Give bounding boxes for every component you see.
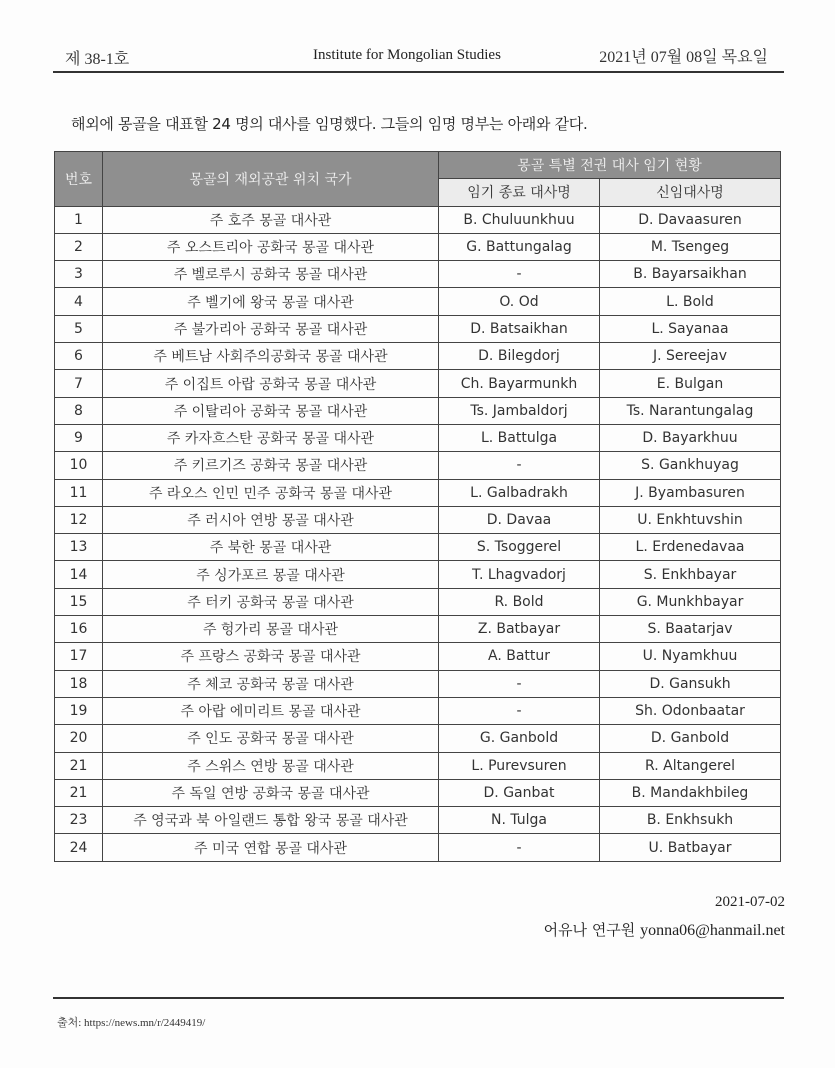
cell-outgoing: R. Bold xyxy=(439,588,600,615)
table-row xyxy=(55,315,781,342)
intro-paragraph: 해외에 몽골을 대표할 24 명의 대사를 임명했다. 그들의 임명 명부는 아래와 같다. xyxy=(71,115,588,133)
cell-location: 주 체코 공화국 몽골 대사관 xyxy=(103,670,439,697)
col-header-location: 몽골의 재외공관 위치 국가 xyxy=(103,152,439,207)
cell-outgoing: D. Ganbat xyxy=(439,779,600,806)
cell-number: 18 xyxy=(55,670,103,697)
cell-incoming: S. Baatarjav xyxy=(600,616,781,643)
table-row xyxy=(55,233,781,260)
cell-number: 14 xyxy=(55,561,103,588)
cell-incoming: B. Enkhsukh xyxy=(600,807,781,834)
table-row xyxy=(55,343,781,370)
cell-incoming: S. Enkhbayar xyxy=(600,561,781,588)
cell-incoming: Sh. Odonbaatar xyxy=(600,697,781,724)
cell-outgoing: - xyxy=(439,670,600,697)
cell-number: 1 xyxy=(55,206,103,233)
table-row xyxy=(55,370,781,397)
table-row xyxy=(55,697,781,724)
cell-number: 11 xyxy=(55,479,103,506)
cell-number: 5 xyxy=(55,315,103,342)
cell-location: 주 영국과 북 아일랜드 통합 왕국 몽골 대사관 xyxy=(103,807,439,834)
table-row xyxy=(55,588,781,615)
cell-location: 주 이집트 아랍 공화국 몽골 대사관 xyxy=(103,370,439,397)
col-header-outgoing: 임기 종료 대사명 xyxy=(439,179,600,206)
cell-number: 8 xyxy=(55,397,103,424)
cell-location: 주 스위스 연방 몽골 대사관 xyxy=(103,752,439,779)
table-row xyxy=(55,261,781,288)
cell-location: 주 싱가포르 몽골 대사관 xyxy=(103,561,439,588)
ambassador-table xyxy=(54,151,781,862)
table-row xyxy=(55,397,781,424)
table-row xyxy=(55,479,781,506)
cell-location: 주 키르기즈 공화국 몽골 대사관 xyxy=(103,452,439,479)
cell-number: 9 xyxy=(55,424,103,451)
cell-location: 주 카자흐스탄 공화국 몽골 대사관 xyxy=(103,424,439,451)
cell-outgoing: B. Chuluunkhuu xyxy=(439,206,600,233)
col-header-term-status: 몽골 특별 전권 대사 임기 현황 xyxy=(439,152,781,179)
cell-number: 7 xyxy=(55,370,103,397)
cell-number: 23 xyxy=(55,807,103,834)
cell-outgoing: L. Purevsuren xyxy=(439,752,600,779)
signature-date: 2021-07-02 xyxy=(715,894,785,910)
footer-divider xyxy=(53,997,784,999)
cell-incoming: S. Gankhuyag xyxy=(600,452,781,479)
cell-number: 19 xyxy=(55,697,103,724)
table-row xyxy=(55,506,781,533)
table-row xyxy=(55,288,781,315)
cell-incoming: D. Davaasuren xyxy=(600,206,781,233)
table-row xyxy=(55,670,781,697)
cell-outgoing: L. Galbadrakh xyxy=(439,479,600,506)
cell-incoming: E. Bulgan xyxy=(600,370,781,397)
table-body xyxy=(55,206,781,861)
cell-location: 주 불가리아 공화국 몽골 대사관 xyxy=(103,315,439,342)
cell-incoming: L. Bold xyxy=(600,288,781,315)
cell-location: 주 미국 연합 몽골 대사관 xyxy=(103,834,439,861)
cell-outgoing: - xyxy=(439,697,600,724)
cell-number: 2 xyxy=(55,233,103,260)
cell-incoming: U. Enkhtuvshin xyxy=(600,506,781,533)
author-email: yonna06@hanmail.net xyxy=(640,922,785,939)
cell-incoming: B. Bayarsaikhan xyxy=(600,261,781,288)
cell-incoming: M. Tsengeg xyxy=(600,233,781,260)
table-row xyxy=(55,779,781,806)
cell-location: 주 벨기에 왕국 몽골 대사관 xyxy=(103,288,439,315)
cell-outgoing: G. Ganbold xyxy=(439,725,600,752)
table-row xyxy=(55,807,781,834)
cell-location: 주 독일 연방 공화국 몽골 대사관 xyxy=(103,779,439,806)
page-header xyxy=(53,40,784,72)
cell-outgoing: - xyxy=(439,261,600,288)
cell-incoming: R. Altangerel xyxy=(600,752,781,779)
cell-number: 4 xyxy=(55,288,103,315)
cell-number: 21 xyxy=(55,752,103,779)
cell-number: 15 xyxy=(55,588,103,615)
table-row xyxy=(55,643,781,670)
cell-location: 주 인도 공화국 몽골 대사관 xyxy=(103,725,439,752)
cell-location: 주 베트남 사회주의공화국 몽골 대사관 xyxy=(103,343,439,370)
cell-outgoing: - xyxy=(439,452,600,479)
cell-location: 주 터키 공화국 몽골 대사관 xyxy=(103,588,439,615)
cell-number: 3 xyxy=(55,261,103,288)
author-name: 어유나 연구원 xyxy=(543,921,636,939)
cell-outgoing: G. Battungalag xyxy=(439,233,600,260)
cell-location: 주 북한 몽골 대사관 xyxy=(103,534,439,561)
cell-outgoing: S. Tsoggerel xyxy=(439,534,600,561)
cell-number: 6 xyxy=(55,343,103,370)
cell-outgoing: D. Davaa xyxy=(439,506,600,533)
col-header-incoming: 신임대사명 xyxy=(600,179,781,206)
cell-outgoing: L. Battulga xyxy=(439,424,600,451)
table-row xyxy=(55,424,781,451)
table-row xyxy=(55,534,781,561)
table-row xyxy=(55,561,781,588)
cell-location: 주 오스트리아 공화국 몽골 대사관 xyxy=(103,233,439,260)
cell-incoming: D. Gansukh xyxy=(600,670,781,697)
cell-incoming: J. Byambasuren xyxy=(600,479,781,506)
cell-location: 주 이탈리아 공화국 몽골 대사관 xyxy=(103,397,439,424)
cell-number: 12 xyxy=(55,506,103,533)
cell-incoming: B. Mandakhbileg xyxy=(600,779,781,806)
cell-number: 10 xyxy=(55,452,103,479)
cell-location: 주 러시아 연방 몽골 대사관 xyxy=(103,506,439,533)
table-row xyxy=(55,452,781,479)
cell-incoming: L. Sayanaa xyxy=(600,315,781,342)
col-header-number: 번호 xyxy=(55,152,103,207)
cell-location: 주 벨로루시 공화국 몽골 대사관 xyxy=(103,261,439,288)
cell-location: 주 프랑스 공화국 몽골 대사관 xyxy=(103,643,439,670)
cell-outgoing: Ts. Jambaldorj xyxy=(439,397,600,424)
institute-name: Institute for Mongolian Studies xyxy=(313,47,501,63)
cell-location: 주 헝가리 몽골 대사관 xyxy=(103,616,439,643)
source-citation: 출처: https://news.mn/r/2449419/ xyxy=(57,1017,206,1029)
cell-outgoing: - xyxy=(439,834,600,861)
cell-incoming: D. Ganbold xyxy=(600,725,781,752)
cell-outgoing: T. Lhagvadorj xyxy=(439,561,600,588)
cell-outgoing: A. Battur xyxy=(439,643,600,670)
issue-date: 2021년 07월 08일 목요일 xyxy=(599,49,768,66)
cell-location: 주 아랍 에미리트 몽골 대사관 xyxy=(103,697,439,724)
cell-number: 20 xyxy=(55,725,103,752)
cell-number: 24 xyxy=(55,834,103,861)
header-divider xyxy=(53,71,784,73)
cell-incoming: U. Batbayar xyxy=(600,834,781,861)
cell-location: 주 호주 몽골 대사관 xyxy=(103,206,439,233)
cell-outgoing: N. Tulga xyxy=(439,807,600,834)
cell-incoming: D. Bayarkhuu xyxy=(600,424,781,451)
cell-location: 주 라오스 인민 민주 공화국 몽골 대사관 xyxy=(103,479,439,506)
cell-number: 13 xyxy=(55,534,103,561)
cell-outgoing: Z. Batbayar xyxy=(439,616,600,643)
cell-number: 21 xyxy=(55,779,103,806)
cell-incoming: J. Sereejav xyxy=(600,343,781,370)
cell-outgoing: Ch. Bayarmunkh xyxy=(439,370,600,397)
cell-outgoing: D. Batsaikhan xyxy=(439,315,600,342)
table-row xyxy=(55,752,781,779)
cell-incoming: G. Munkhbayar xyxy=(600,588,781,615)
signature-author xyxy=(544,919,785,940)
table-row xyxy=(55,616,781,643)
cell-incoming: Ts. Narantungalag xyxy=(600,397,781,424)
cell-incoming: U. Nyamkhuu xyxy=(600,643,781,670)
table-row xyxy=(55,834,781,861)
cell-number: 16 xyxy=(55,616,103,643)
cell-incoming: L. Erdenedavaa xyxy=(600,534,781,561)
cell-outgoing: O. Od xyxy=(439,288,600,315)
issue-number: 제 38-1호 xyxy=(65,51,130,68)
table-row xyxy=(55,725,781,752)
cell-outgoing: D. Bilegdorj xyxy=(439,343,600,370)
table-row xyxy=(55,206,781,233)
cell-number: 17 xyxy=(55,643,103,670)
